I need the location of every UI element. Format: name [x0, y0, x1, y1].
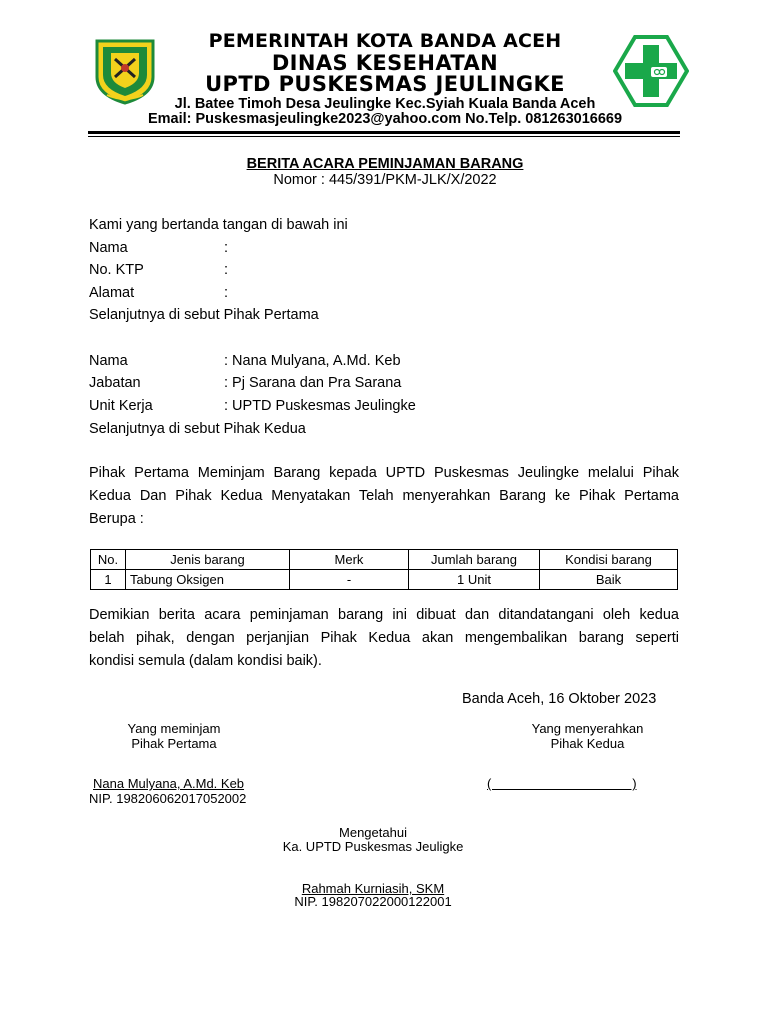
header-rule-thick: [88, 131, 680, 134]
party2-position-value: : Pj Sarana dan Pra Sarana: [224, 375, 402, 391]
col-header-brand: Merk: [290, 550, 409, 570]
paragraph-line: kondisi semula (dalam kondisi baik).: [89, 653, 322, 669]
party1-address-value: :: [224, 285, 229, 301]
party1-ktp-label: No. KTP: [89, 262, 144, 278]
col-header-quantity: Jumlah barang: [409, 550, 540, 570]
paragraph-line: Berupa :: [89, 511, 144, 527]
header-contact: Email: Puskesmasjeulingke2023@yahoo.com No.Telp. 081263016669: [147, 111, 623, 127]
items-table: [90, 549, 678, 590]
paragraph-line: belah pihak, dengan perjanjian Pihak Kedua akan mengembalikan barang seperti: [89, 630, 679, 646]
party1-name-value: :: [224, 240, 229, 256]
header-unit: UPTD PUSKESMAS JEULINGKE: [205, 72, 565, 96]
approval-nip: NIP. 198207022000122001: [294, 894, 452, 909]
right-sign-role: Yang menyerahkan: [531, 721, 644, 736]
party2-name-value: : Nana Mulyana, A.Md. Keb: [224, 353, 401, 369]
header-rule-thin: [88, 136, 680, 137]
right-sign-name-blank: ( ): [487, 776, 637, 791]
cell-no: 1: [91, 570, 126, 590]
party1-address-label: Alamat: [89, 285, 135, 301]
party1-name-label: Nama: [89, 240, 128, 256]
cell-brand: -: [290, 570, 409, 590]
left-sign-party: Pihak Pertama: [131, 736, 217, 751]
closing-paragraph: [89, 604, 679, 673]
approval-label: Mengetahui: [339, 825, 407, 840]
party2-unit-value: : UPTD Puskesmas Jeulingke: [224, 398, 416, 414]
place-date: Banda Aceh, 16 Oktober 2023: [462, 691, 657, 707]
header-address: Jl. Batee Timoh Desa Jeulingke Kec.Syiah Kuala Banda Aceh: [174, 96, 596, 112]
party2-closing: Selanjutnya di sebut Pihak Kedua: [89, 421, 306, 437]
header-government: PEMERINTAH KOTA BANDA ACEH: [208, 30, 562, 52]
right-sign-party: Pihak Kedua: [550, 736, 625, 751]
cell-quantity: 1 Unit: [409, 570, 540, 590]
approval-position: Ka. UPTD Puskesmas Jeuligke: [282, 839, 464, 854]
left-sign-nip: NIP. 198206062017052002: [89, 791, 247, 806]
party2-unit-label: Unit Kerja: [89, 398, 153, 414]
paragraph-line: Pihak Pertama Meminjam Barang kepada UPTD Puskesmas Jeulingke melalui Pihak: [89, 465, 679, 481]
document-title: BERITA ACARA PEMINJAMAN BARANG: [246, 156, 524, 172]
paragraph-line: Demikian berita acara peminjaman barang ini dibuat dan ditandatangani oleh kedua: [89, 607, 679, 623]
approval-name: Rahmah Kurniasih, SKM: [301, 881, 445, 896]
cell-item: Tabung Oksigen: [126, 570, 290, 590]
party2-position-label: Jabatan: [89, 375, 141, 391]
table-header-row: [91, 550, 678, 570]
intro-text: Kami yang bertanda tangan di bawah ini: [89, 217, 348, 233]
header-agency: DINAS KESEHATAN: [271, 51, 499, 75]
party2-name-label: Nama: [89, 353, 128, 369]
paragraph-line: Kedua Dan Pihak Kedua Menyatakan Telah menyerahkan Barang ke Pihak Pertama: [89, 488, 679, 504]
party1-closing: Selanjutnya di sebut Pihak Pertama: [89, 307, 319, 323]
loan-statement-paragraph: [89, 462, 679, 531]
left-sign-name: Nana Mulyana, A.Md. Keb: [93, 776, 245, 791]
table-row: [91, 570, 678, 590]
col-header-condition: Kondisi barang: [540, 550, 678, 570]
document-number: Nomor : 445/391/PKM-JLK/X/2022: [273, 172, 497, 188]
cell-condition: Baik: [540, 570, 678, 590]
party1-ktp-value: :: [224, 262, 229, 278]
col-header-no: No.: [91, 550, 126, 570]
col-header-item: Jenis barang: [126, 550, 290, 570]
left-sign-role: Yang meminjam: [127, 721, 221, 736]
